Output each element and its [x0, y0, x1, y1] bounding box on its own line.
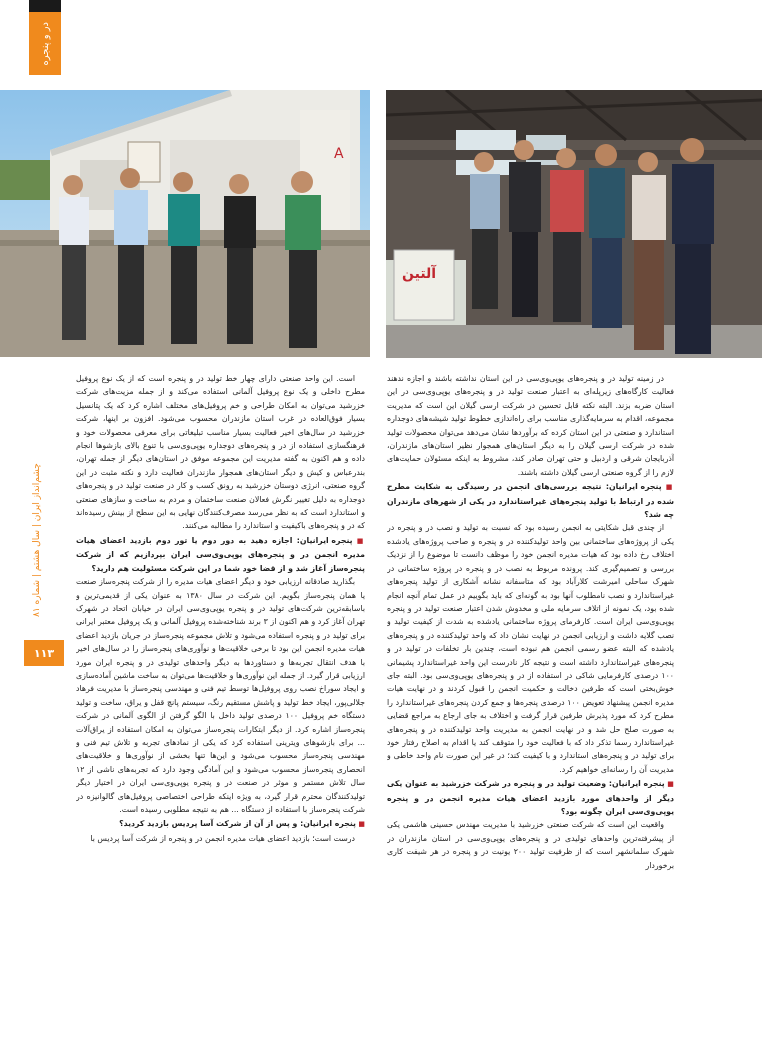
paragraph: بگذارید صادقانه ارزیابی خود و دیگر اعضای هیات مدیره را از شرکت پنجره‌ساز صنعت یا همان پنجره‌ساز بگویم. این شرکت در سال ۱۳۸۰ به عنوان یکی از قدیمی‌ترین و باسابقه‌ترین شرکت‌های تولید در و پنجره یوپی‌وی‌سی ایران در خیابان اتحاد در شهرک تهران آغاز کرد و هم اکنون از ۳ برند شناخته‌شده پروفیل آلمانی و یک پروفیل معتبر ایرانی برای تولید در و پنجره استفاده می‌شود و تلاش مجموعه پنجره‌ساز در جریان بازدید اعضای هیات مدیره انجمن این بود تا برخی خلاقیت‌ها و نوآوری‌های پنجره‌ساز را در سال‌های اخیر با هدف انتقال تجربه‌ها و دستاوردها به دیگر واحدهای تولیدی در و پنجره ایران مورد ارزیابی قرار گیرد. از جمله این نوآوری‌ها و خلاقیت‌ها می‌توان به ساخت ماشین آماده‌سازی و ایجاد سوراخ نصب روی پروفیل‌ها توسط تیم فنی و مهندسی پنجره‌ساز با مدیریت فرهاد جلالی‌پور، ایجاد خط تولید و پاشش مستقیم رنگ، سیستم پانچ قفل و یراق، ساخت و تولید دستگاه خم پروفیل ۱۰۰ درصدی تولید داخل با الگو گرفتن از الگوی آلمانی در شرکت پنجره‌ساز اشاره کرد. از دیگر ابتکارات پنجره‌ساز می‌توان به امکان استفاده از یراق‌آلات ... برای بازشوهای ویترینی استفاده کرد که یکی از نمادهای تجربه و تلاش تیم فنی و مهندسی پنجره‌ساز محسوب می‌شود و این‌ها تنها بخشی از نوآوری‌ها و خلاقیت‌های انحصاری پنجره‌ساز محسوب می‌شود و این آمادگی وجود دارد که تجربه‌های ناشی از ۱۲ سال تلاش مستمر و موثر در صنعت در و پنجره یوپی‌وی‌سی ایران در اختیار دیگر تولیدکنندگان محترم قرار گیرد، به ویژه اینکه طراحی اختصاصی پروفیل‌های گالوانیزه در شرکت پنجره‌ساز با استفاده از دستگاه ... هم به نتیجه مطلوبی رسیده است.	[76, 577, 365, 814]
paragraph: در زمینه تولید در و پنجره‌های یوپی‌وی‌سی در این استان نداشته باشند و اجازه ندهند فعالیت کارگاه‌های زیرپله‌ای به اعتبار صنعت تولید در و پنجره‌های یوپی‌وی‌سی در این استان ضربه بزند. البته نکته قابل تحسین در شرکت ارسی گیلان این است که مدیریت مجموعه، اقدام به سرمایه‌گذاری مناسب برای راه‌اندازی خطوط تولید شیشه‌های دوجداره استاندارد و صنعتی در این استان کرده که برآوردها نشان می‌دهد می‌توان محصولات تولید شده در شرکت ارسی گیلان را به دیگر استان‌های همجوار نظیر استان‌های مازندران، آذربایجان شرقی و اردبیل و حتی تهران صادر کند، مشروط به اینکه مسئولان حمایت‌های لازم را از گروه صنعتی ارسی گیلان داشته باشند.	[387, 374, 674, 477]
photo-workshop-interior-graphic	[386, 90, 762, 358]
article-column-right	[387, 372, 674, 972]
question-heading: ■ پنجره ایرانیان: و پس از آن از شرکت آسا پردیس بازدید کردید؟	[76, 817, 365, 831]
question-heading: ■ پنجره ایرانیان: وضعیت تولید در و پنجره در شرکت خزرشید به عنوان یکی دیگر از واحدهای مورد بازدید اعضای هیات مدیره انجمن در و پنجره یوپی‌وی‌سی ایران چگونه بود؟	[387, 777, 674, 818]
paragraph: درست است؛ بازدید اعضای هیات مدیره انجمن در و پنجره از شرکت آسا پردیس با	[90, 833, 355, 843]
photo-factory-exterior-group	[0, 90, 370, 357]
question-heading: ■ پنجره ایرانیان: اجازه دهید به دور دوم یا تور دوم بازدید اعضای هیات مدیره انجمن در و پنجره‌های یوپی‌وی‌سی ایران بپردازیم که از شرکت پنجره‌ساز آغاز شد و از قضا خود شما در این شرکت مسئولیت هم دارید؟	[76, 534, 365, 575]
paragraph: است. این واحد صنعتی دارای چهار خط تولید در و پنجره است که از یک نوع پروفیل مطرح داخلی و یک نوع پروفیل آلمانی استفاده می‌کند و از جمله مزیت‌های شرکت خزرشید می‌توان به امکان طراحی و خم پروفیل‌های مختلف اشاره کرد که یک پتانسیل بسیار فوق‌العاده در غرب استان مازندران محسوب می‌شود. افزون بر اینها، شرکت خزرشید در سال‌های اخیر فعالیت بسیار مناسب تبلیغاتی برای معرفی محصولات خود و فرهنگسازی استفاده از در و پنجره‌های دوجداره یوپی‌وی‌سی با تنوع بالای بازشوها انجام داده و هم اکنون به گفته مدیریت این مجموعه موفق در استان‌های دیگر از جمله تهران، بندرعباس و کیش و دیگر استان‌های همجوار مازندران فعالیت دارد و نکته مثبت در این گروه صنعتی، انرژی دوستان خزرشید به رونق کسب و کار در صنعت تولید در و پنجره‌های دوجداره به دلیل تغییر نگرش فعالان صنعت ساختمان و مردم به ساخت و سازهای صنعتی و استاندارد است که به نظر می‌رسد مصرف‌کنندگان نهایی به این سطح از بینش رسیده‌اند که در و پنجره‌های باکیفیت و استاندارد را مطالبه می‌کنند.	[76, 374, 365, 531]
factory-sign-letter: A	[334, 146, 344, 162]
question-heading: ■ پنجره ایرانیان: نتیجه بررسی‌های انجمن در رسیدگی به شکایت مطرح شده در ارتباط با تولید پنجره‌های غیراستاندارد در یکی از شهرهای مازندران چه شد؟	[387, 480, 674, 521]
altin-sign-text: آلتین	[402, 266, 437, 282]
photo-factory-exterior-graphic	[0, 90, 370, 357]
magazine-issue-label: چشم‌انداز ایران | سال هشتم | شماره ۸۱	[32, 463, 42, 617]
category-tab-label: در و پنجره	[39, 21, 51, 66]
article-column-left	[76, 372, 365, 972]
page-number: ۱۱۳	[24, 640, 64, 666]
category-tab	[29, 12, 61, 75]
top-black-tab	[29, 0, 61, 12]
paragraph: واقعیت این است که شرکت صنعتی خزرشید با مدیریت مهندس حسینی هاشمی یکی از پیشرفته‌ترین واحدهای تولیدی در و پنجره‌های یوپی‌وی‌سی در استان مازندران در شهرک سلمانشهر است که از ظرفیت تولید ۲۰۰ یونیت در و پنجره در هر شیفت کاری برخوردار	[387, 820, 674, 870]
photo-workshop-interior-group	[386, 90, 762, 358]
paragraph: از چندی قبل شکایتی به انجمن رسیده بود که نسبت به تولید و نصب در و پنجره در یکی از پروژه‌های ساختمانی بین واحد تولیدکننده در و پنجره و صاحب پروژه‌های یادشده اختلاف رخ داده بود که هیات مدیره انجمن خود را موظف دانست تا موضوع را از نزدیک بررسی و تصمیم‌گیری کند. پرونده مربوط به نصب در و پنجره در پروژه ساختمانی در شهرک ساحلی امیرشت کلارآباد بود که متاسفانه نشانه آشکاری از تولید پنجره‌های غیراستاندارد و نصب نامطلوب آنها بود به گونه‌ای که باید بگوییم در عمل تمام آنچه انجام شده بود، یک نمونه از اتلاف سرمایه ملی و مخدوش شدن اعتبار صنعت تولید در و پنجره یوپی‌وی‌سی ایران است. کارفرمای پروژه ساختمانی یادشده به شدت از کیفیت تولید و نصب گلایه داشت و ارزیابی انجمن در نهایت نشان داد که واحد تولیدکننده در و پنجره‌های یادشده که البته عضو رسمی انجمن هم نبوده است، چندین بار تخلفات در تولید در و پنجره‌های غیراستاندارد داشته است و نتیجه کار نادرست این واحد غیراستاندارد پشیمانی ۱۰۰ درصدی کارفرمایی شاکی در استفاده از در و پنجره‌های یوپی‌وی‌سی بود. البته جای خوش‌بختی است که طرفین دخالت و حکمیت انجمن را قبول کردند و در نهایت هیات مدیره انجمن پیشنهاد تعویض ۱۰۰ درصدی پنجره‌ها و جمع کردن پنجره‌های غیراستاندارد را مطرح کرد که مورد پذیرش طرفین قرار گرفت و اختلاف به جای ارجاع به مراجع قضایی به صورت صلح حل شد و در نهایت انجمن به مدیریت واحد تولیدکننده در و پنجره‌های غیراستاندارد رسما تذکر داد که با فعالیت خود را متوقف کند یا اقدام به اصلاح رفتار خود برای تولید در و پنجره‌های استاندارد و با کیفیت کند؛ در غیر این صورت نام واحد خاطی و مدیریت آن را رسانه‌ای خواهیم کرد.	[387, 523, 674, 774]
